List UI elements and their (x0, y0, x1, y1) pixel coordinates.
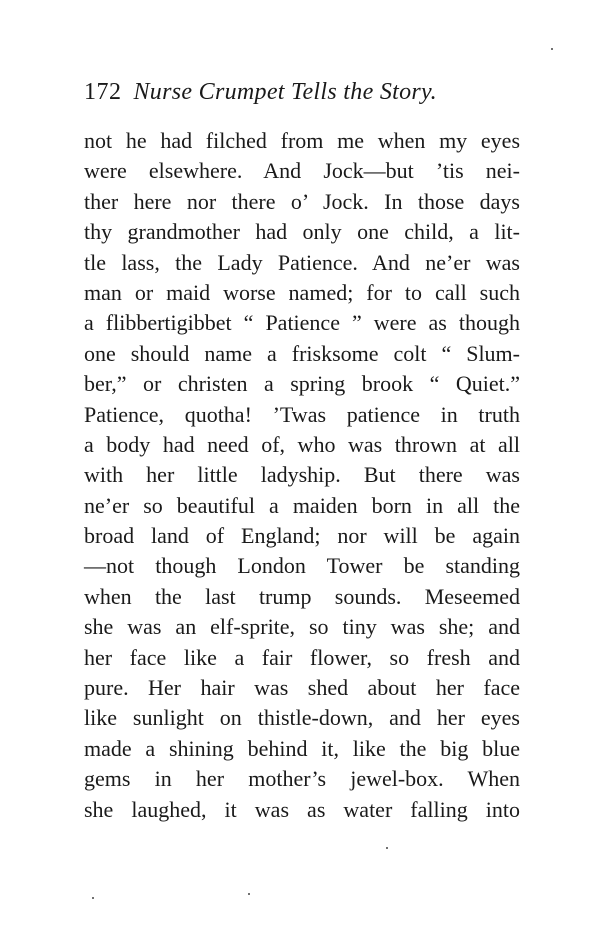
text-line: ne’er so beautiful a maiden born in all the (84, 492, 520, 518)
scan-speck (551, 48, 553, 50)
text-line: gems in her mother’s jewel-box. When (84, 766, 520, 792)
text-line: ther here nor there o’ Jock. In those days (84, 188, 520, 214)
text-line: broad land of England; nor will be again (84, 523, 520, 549)
scan-speck (248, 893, 250, 895)
text-line: —not though London Tower be standing (84, 553, 520, 579)
scan-speck (92, 897, 94, 899)
running-title: Nurse Crumpet Tells the Story. (133, 79, 437, 105)
text-line: she was an elf-sprite, so tiny was she; and (84, 614, 520, 640)
text-line: made a shining behind it, like the big blue (84, 735, 520, 761)
text-line: she laughed, it was as water falling into (84, 796, 520, 822)
text-line: pure. Her hair was shed about her face (84, 675, 520, 701)
text-line: a flibbertigibbet “ Patience ” were as though (84, 310, 520, 336)
text-line: her face like a fair flower, so fresh and (84, 644, 520, 670)
text-line: like sunlight on thistle-down, and her eyes (84, 705, 520, 731)
text-line: one should name a frisksome colt “ Slum- (84, 340, 520, 366)
text-line: when the last trump sounds. Meseemed (84, 583, 520, 609)
text-line: a body had need of, who was thrown at all (84, 431, 520, 457)
text-line: with her little ladyship. But there was (84, 462, 520, 488)
text-line: not he had filched from me when my eyes (84, 128, 520, 153)
running-header (84, 77, 437, 107)
body-text (84, 126, 520, 825)
text-line: Patience, quotha! ’Twas patience in truth (84, 401, 520, 427)
text-line: tle lass, the Lady Patience. And ne’er was (84, 249, 520, 275)
text-line: thy grandmother had only one child, a lit- (84, 219, 520, 245)
text-line: man or maid worse named; for to call such (84, 279, 520, 305)
page-number: 172 (84, 79, 122, 105)
text-line: ber,” or christen a spring brook “ Quiet.” (84, 371, 520, 397)
text-line: were elsewhere. And Jock—but ’tis nei- (84, 158, 520, 184)
scan-speck (386, 847, 388, 849)
